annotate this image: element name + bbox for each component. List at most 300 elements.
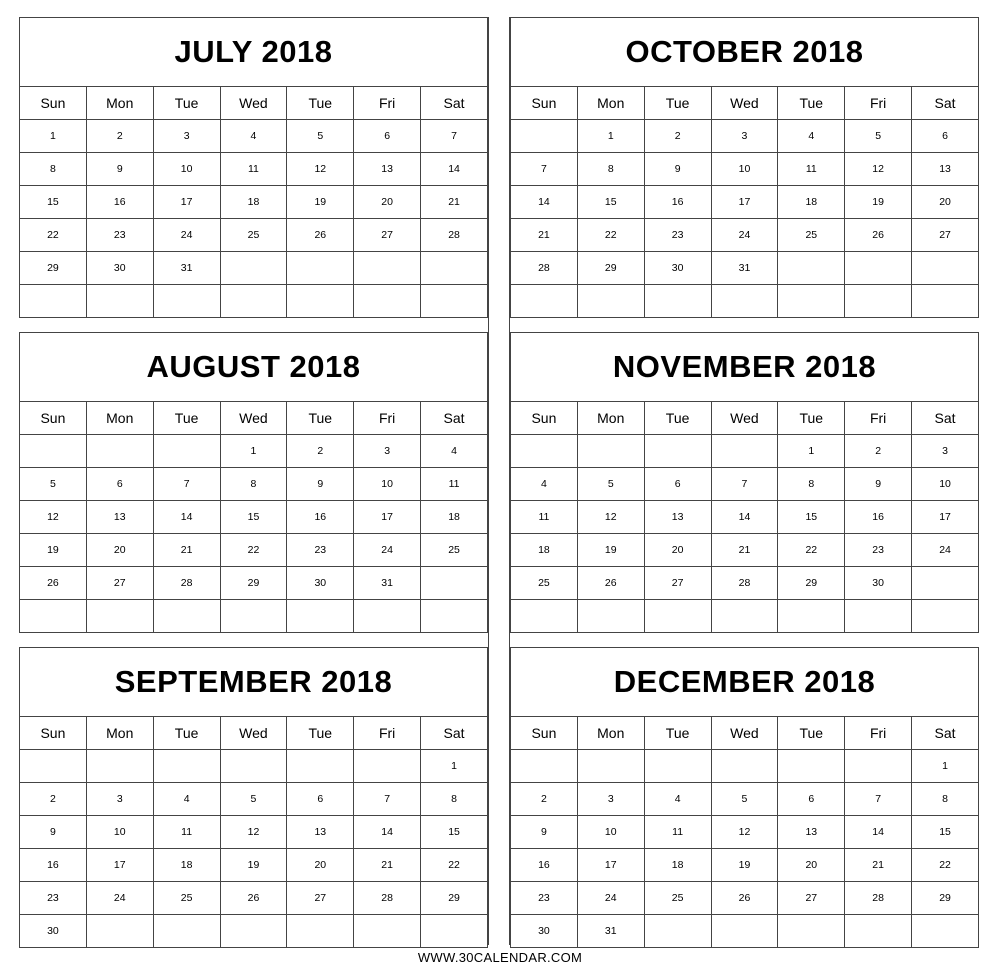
week-row	[511, 468, 979, 501]
day-cell: 3	[912, 435, 979, 468]
day-cell: 31	[153, 252, 220, 285]
day-cell: 9	[644, 153, 711, 186]
month-title: JULY 2018	[20, 18, 488, 87]
day-cell: 6	[778, 783, 845, 816]
day-cell: 22	[220, 534, 287, 567]
weekday-header: Sun	[20, 717, 87, 750]
day-cell: 16	[287, 501, 354, 534]
day-cell	[287, 750, 354, 783]
day-cell: 19	[287, 186, 354, 219]
month-calendar	[510, 647, 979, 945]
day-cell: 10	[153, 153, 220, 186]
weekday-header: Wed	[711, 717, 778, 750]
day-cell: 21	[421, 186, 488, 219]
day-cell: 8	[778, 468, 845, 501]
day-cell	[644, 750, 711, 783]
month-calendar	[19, 647, 488, 945]
day-cell: 30	[20, 915, 87, 948]
weekday-header: Sun	[511, 717, 578, 750]
day-cell	[711, 600, 778, 633]
day-cell	[845, 285, 912, 318]
week-row	[511, 534, 979, 567]
week-row	[20, 915, 488, 948]
footer-website: WWW.30CALENDAR.COM	[417, 950, 583, 965]
week-row	[511, 882, 979, 915]
day-cell: 18	[153, 849, 220, 882]
day-cell: 9	[845, 468, 912, 501]
day-cell: 6	[354, 120, 421, 153]
week-row	[511, 501, 979, 534]
week-row	[511, 849, 979, 882]
day-cell: 2	[511, 783, 578, 816]
week-row	[511, 750, 979, 783]
day-cell	[711, 750, 778, 783]
day-cell: 8	[220, 468, 287, 501]
day-cell: 31	[711, 252, 778, 285]
column-divider	[488, 17, 489, 945]
day-cell	[711, 435, 778, 468]
weekday-header: Wed	[711, 402, 778, 435]
day-cell: 16	[644, 186, 711, 219]
day-cell	[511, 750, 578, 783]
weekday-header: Wed	[220, 87, 287, 120]
week-row	[20, 501, 488, 534]
day-cell: 3	[354, 435, 421, 468]
day-cell: 17	[153, 186, 220, 219]
day-cell: 27	[778, 882, 845, 915]
day-cell: 6	[287, 783, 354, 816]
week-row	[20, 567, 488, 600]
day-cell: 18	[778, 186, 845, 219]
weekday-header: Fri	[354, 717, 421, 750]
day-cell: 2	[845, 435, 912, 468]
day-cell	[153, 285, 220, 318]
day-cell	[20, 600, 87, 633]
week-row	[511, 435, 979, 468]
month-calendar	[19, 332, 488, 630]
day-cell: 15	[220, 501, 287, 534]
week-row	[511, 567, 979, 600]
weekday-header: Tue	[153, 87, 220, 120]
day-cell: 15	[778, 501, 845, 534]
weekday-header: Tue	[778, 717, 845, 750]
day-cell: 12	[287, 153, 354, 186]
day-cell: 11	[778, 153, 845, 186]
day-cell: 23	[287, 534, 354, 567]
day-cell: 21	[153, 534, 220, 567]
day-cell: 23	[511, 882, 578, 915]
weekday-header: Sat	[421, 717, 488, 750]
day-cell	[845, 915, 912, 948]
week-row	[20, 600, 488, 633]
week-row	[20, 153, 488, 186]
day-cell	[354, 750, 421, 783]
day-cell: 4	[153, 783, 220, 816]
day-cell: 24	[711, 219, 778, 252]
day-cell	[912, 285, 979, 318]
weekday-header: Sat	[421, 402, 488, 435]
day-cell: 17	[711, 186, 778, 219]
weekday-header: Tue	[287, 717, 354, 750]
day-cell: 23	[20, 882, 87, 915]
day-cell: 12	[845, 153, 912, 186]
weekday-header: Tue	[644, 717, 711, 750]
day-cell: 26	[20, 567, 87, 600]
week-row	[511, 153, 979, 186]
month-title: SEPTEMBER 2018	[20, 648, 488, 717]
week-row	[20, 816, 488, 849]
month-title: DECEMBER 2018	[511, 648, 979, 717]
day-cell: 26	[287, 219, 354, 252]
weekday-header: Mon	[577, 717, 644, 750]
day-cell: 27	[644, 567, 711, 600]
day-cell	[287, 915, 354, 948]
weekday-header: Tue	[287, 402, 354, 435]
weekday-header: Fri	[354, 87, 421, 120]
day-cell: 13	[778, 816, 845, 849]
month-calendar	[510, 17, 979, 315]
day-cell: 4	[644, 783, 711, 816]
day-cell	[153, 600, 220, 633]
day-cell	[354, 285, 421, 318]
month-calendar	[19, 17, 488, 315]
weekday-header: Sun	[511, 402, 578, 435]
month-table	[510, 17, 979, 318]
day-cell: 8	[912, 783, 979, 816]
day-cell: 23	[644, 219, 711, 252]
day-cell: 25	[778, 219, 845, 252]
day-cell: 10	[912, 468, 979, 501]
week-row	[20, 849, 488, 882]
day-cell: 26	[577, 567, 644, 600]
day-cell: 22	[421, 849, 488, 882]
week-row	[20, 219, 488, 252]
week-row	[511, 186, 979, 219]
day-cell: 15	[20, 186, 87, 219]
day-cell: 21	[354, 849, 421, 882]
day-cell: 30	[511, 915, 578, 948]
month-title: NOVEMBER 2018	[511, 333, 979, 402]
day-cell: 26	[845, 219, 912, 252]
week-row	[20, 750, 488, 783]
day-cell: 28	[845, 882, 912, 915]
day-cell: 12	[577, 501, 644, 534]
day-cell: 27	[86, 567, 153, 600]
day-cell: 4	[220, 120, 287, 153]
day-cell	[912, 600, 979, 633]
day-cell: 30	[845, 567, 912, 600]
day-cell: 18	[644, 849, 711, 882]
weekday-header: Mon	[577, 87, 644, 120]
day-cell: 2	[644, 120, 711, 153]
week-row	[20, 468, 488, 501]
day-cell: 19	[845, 186, 912, 219]
weekday-header: Mon	[86, 717, 153, 750]
day-cell: 3	[577, 783, 644, 816]
day-cell: 15	[421, 816, 488, 849]
day-cell: 19	[711, 849, 778, 882]
weekday-header: Sun	[20, 402, 87, 435]
weekday-header: Wed	[220, 717, 287, 750]
day-cell: 3	[86, 783, 153, 816]
day-cell: 28	[711, 567, 778, 600]
day-cell: 18	[511, 534, 578, 567]
week-row	[20, 252, 488, 285]
day-cell	[778, 285, 845, 318]
day-cell: 25	[220, 219, 287, 252]
day-cell	[644, 435, 711, 468]
week-row	[20, 120, 488, 153]
weekday-header: Fri	[845, 717, 912, 750]
day-cell: 8	[20, 153, 87, 186]
day-cell	[711, 285, 778, 318]
day-cell: 22	[778, 534, 845, 567]
day-cell: 10	[577, 816, 644, 849]
day-cell	[153, 750, 220, 783]
day-cell	[86, 600, 153, 633]
day-cell	[20, 750, 87, 783]
day-cell: 13	[644, 501, 711, 534]
weekday-header: Wed	[220, 402, 287, 435]
day-cell: 18	[220, 186, 287, 219]
day-cell: 29	[577, 252, 644, 285]
day-cell: 31	[577, 915, 644, 948]
day-cell: 31	[354, 567, 421, 600]
day-cell: 5	[20, 468, 87, 501]
day-cell	[86, 285, 153, 318]
day-cell: 5	[220, 783, 287, 816]
day-cell	[421, 252, 488, 285]
month-table	[19, 332, 488, 633]
day-cell	[86, 435, 153, 468]
day-cell	[845, 600, 912, 633]
day-cell: 24	[86, 882, 153, 915]
day-cell: 30	[287, 567, 354, 600]
day-cell	[220, 252, 287, 285]
weekday-header: Sat	[421, 87, 488, 120]
day-cell: 29	[220, 567, 287, 600]
day-cell: 24	[912, 534, 979, 567]
day-cell	[778, 252, 845, 285]
day-cell: 23	[845, 534, 912, 567]
day-cell: 18	[421, 501, 488, 534]
month-title: OCTOBER 2018	[511, 18, 979, 87]
day-cell: 10	[711, 153, 778, 186]
day-cell: 4	[421, 435, 488, 468]
day-cell: 17	[577, 849, 644, 882]
day-cell: 16	[86, 186, 153, 219]
day-cell: 22	[20, 219, 87, 252]
day-cell: 27	[287, 882, 354, 915]
day-cell	[577, 750, 644, 783]
day-cell: 1	[577, 120, 644, 153]
month-title: AUGUST 2018	[20, 333, 488, 402]
day-cell: 13	[287, 816, 354, 849]
weekday-header: Tue	[778, 402, 845, 435]
day-cell: 21	[511, 219, 578, 252]
day-cell: 9	[86, 153, 153, 186]
day-cell	[421, 600, 488, 633]
day-cell: 15	[577, 186, 644, 219]
day-cell: 7	[421, 120, 488, 153]
day-cell: 29	[20, 252, 87, 285]
day-cell	[511, 285, 578, 318]
day-cell	[845, 750, 912, 783]
day-cell: 14	[153, 501, 220, 534]
day-cell: 1	[220, 435, 287, 468]
day-cell	[354, 600, 421, 633]
day-cell: 23	[86, 219, 153, 252]
week-row	[511, 252, 979, 285]
weekday-header: Mon	[577, 402, 644, 435]
day-cell: 24	[153, 219, 220, 252]
weekday-header: Tue	[287, 87, 354, 120]
day-cell	[912, 915, 979, 948]
day-cell	[287, 252, 354, 285]
day-cell	[577, 285, 644, 318]
day-cell: 27	[912, 219, 979, 252]
day-cell	[354, 915, 421, 948]
month-table	[510, 332, 979, 633]
weekday-header: Tue	[644, 87, 711, 120]
month-table	[19, 647, 488, 948]
month-table	[510, 647, 979, 948]
weekday-header: Tue	[153, 402, 220, 435]
day-cell: 1	[778, 435, 845, 468]
day-cell: 16	[511, 849, 578, 882]
day-cell	[153, 915, 220, 948]
weekday-header: Sun	[511, 87, 578, 120]
week-row	[511, 285, 979, 318]
day-cell	[153, 435, 220, 468]
day-cell: 4	[778, 120, 845, 153]
day-cell: 16	[20, 849, 87, 882]
day-cell: 3	[153, 120, 220, 153]
day-cell	[511, 120, 578, 153]
week-row	[511, 219, 979, 252]
day-cell: 11	[421, 468, 488, 501]
weekday-header: Sun	[20, 87, 87, 120]
day-cell: 22	[577, 219, 644, 252]
day-cell: 6	[912, 120, 979, 153]
day-cell	[86, 915, 153, 948]
day-cell: 14	[511, 186, 578, 219]
week-row	[511, 783, 979, 816]
day-cell: 13	[912, 153, 979, 186]
day-cell	[287, 600, 354, 633]
day-cell: 7	[354, 783, 421, 816]
day-cell	[577, 435, 644, 468]
day-cell	[711, 915, 778, 948]
week-row	[511, 816, 979, 849]
day-cell: 22	[912, 849, 979, 882]
day-cell	[220, 915, 287, 948]
day-cell: 19	[20, 534, 87, 567]
week-row	[20, 435, 488, 468]
month-calendar	[510, 332, 979, 630]
day-cell: 25	[153, 882, 220, 915]
day-cell: 7	[511, 153, 578, 186]
day-cell: 4	[511, 468, 578, 501]
day-cell: 12	[220, 816, 287, 849]
day-cell	[511, 435, 578, 468]
weekday-header: Tue	[778, 87, 845, 120]
day-cell: 8	[421, 783, 488, 816]
day-cell: 6	[86, 468, 153, 501]
day-cell: 14	[711, 501, 778, 534]
day-cell: 20	[912, 186, 979, 219]
day-cell: 20	[354, 186, 421, 219]
week-row	[511, 120, 979, 153]
day-cell: 19	[577, 534, 644, 567]
day-cell	[644, 285, 711, 318]
day-cell: 24	[577, 882, 644, 915]
day-cell	[577, 600, 644, 633]
day-cell: 28	[354, 882, 421, 915]
day-cell: 7	[711, 468, 778, 501]
day-cell: 1	[20, 120, 87, 153]
day-cell: 20	[778, 849, 845, 882]
day-cell: 29	[421, 882, 488, 915]
weekday-header: Fri	[845, 87, 912, 120]
day-cell: 28	[511, 252, 578, 285]
weekday-header: Tue	[644, 402, 711, 435]
weekday-header: Fri	[845, 402, 912, 435]
weekday-header: Wed	[711, 87, 778, 120]
day-cell	[421, 567, 488, 600]
day-cell: 30	[86, 252, 153, 285]
day-cell: 25	[644, 882, 711, 915]
day-cell: 17	[354, 501, 421, 534]
day-cell: 1	[421, 750, 488, 783]
day-cell: 11	[220, 153, 287, 186]
day-cell	[511, 600, 578, 633]
day-cell: 24	[354, 534, 421, 567]
day-cell: 17	[912, 501, 979, 534]
day-cell: 1	[912, 750, 979, 783]
day-cell: 20	[644, 534, 711, 567]
week-row	[20, 783, 488, 816]
day-cell: 5	[845, 120, 912, 153]
day-cell	[287, 285, 354, 318]
day-cell: 14	[845, 816, 912, 849]
day-cell: 9	[287, 468, 354, 501]
day-cell	[354, 252, 421, 285]
weekday-header: Mon	[86, 402, 153, 435]
day-cell: 9	[20, 816, 87, 849]
day-cell: 2	[287, 435, 354, 468]
day-cell	[644, 600, 711, 633]
day-cell: 30	[644, 252, 711, 285]
weekday-header: Mon	[86, 87, 153, 120]
day-cell: 16	[845, 501, 912, 534]
day-cell: 28	[153, 567, 220, 600]
week-row	[511, 600, 979, 633]
day-cell	[845, 252, 912, 285]
day-cell: 25	[511, 567, 578, 600]
day-cell: 7	[153, 468, 220, 501]
day-cell: 29	[912, 882, 979, 915]
weekday-header: Sat	[912, 402, 979, 435]
day-cell: 11	[644, 816, 711, 849]
day-cell: 28	[421, 219, 488, 252]
day-cell	[778, 750, 845, 783]
day-cell	[644, 915, 711, 948]
day-cell: 5	[287, 120, 354, 153]
day-cell: 25	[421, 534, 488, 567]
day-cell	[421, 285, 488, 318]
day-cell: 29	[778, 567, 845, 600]
